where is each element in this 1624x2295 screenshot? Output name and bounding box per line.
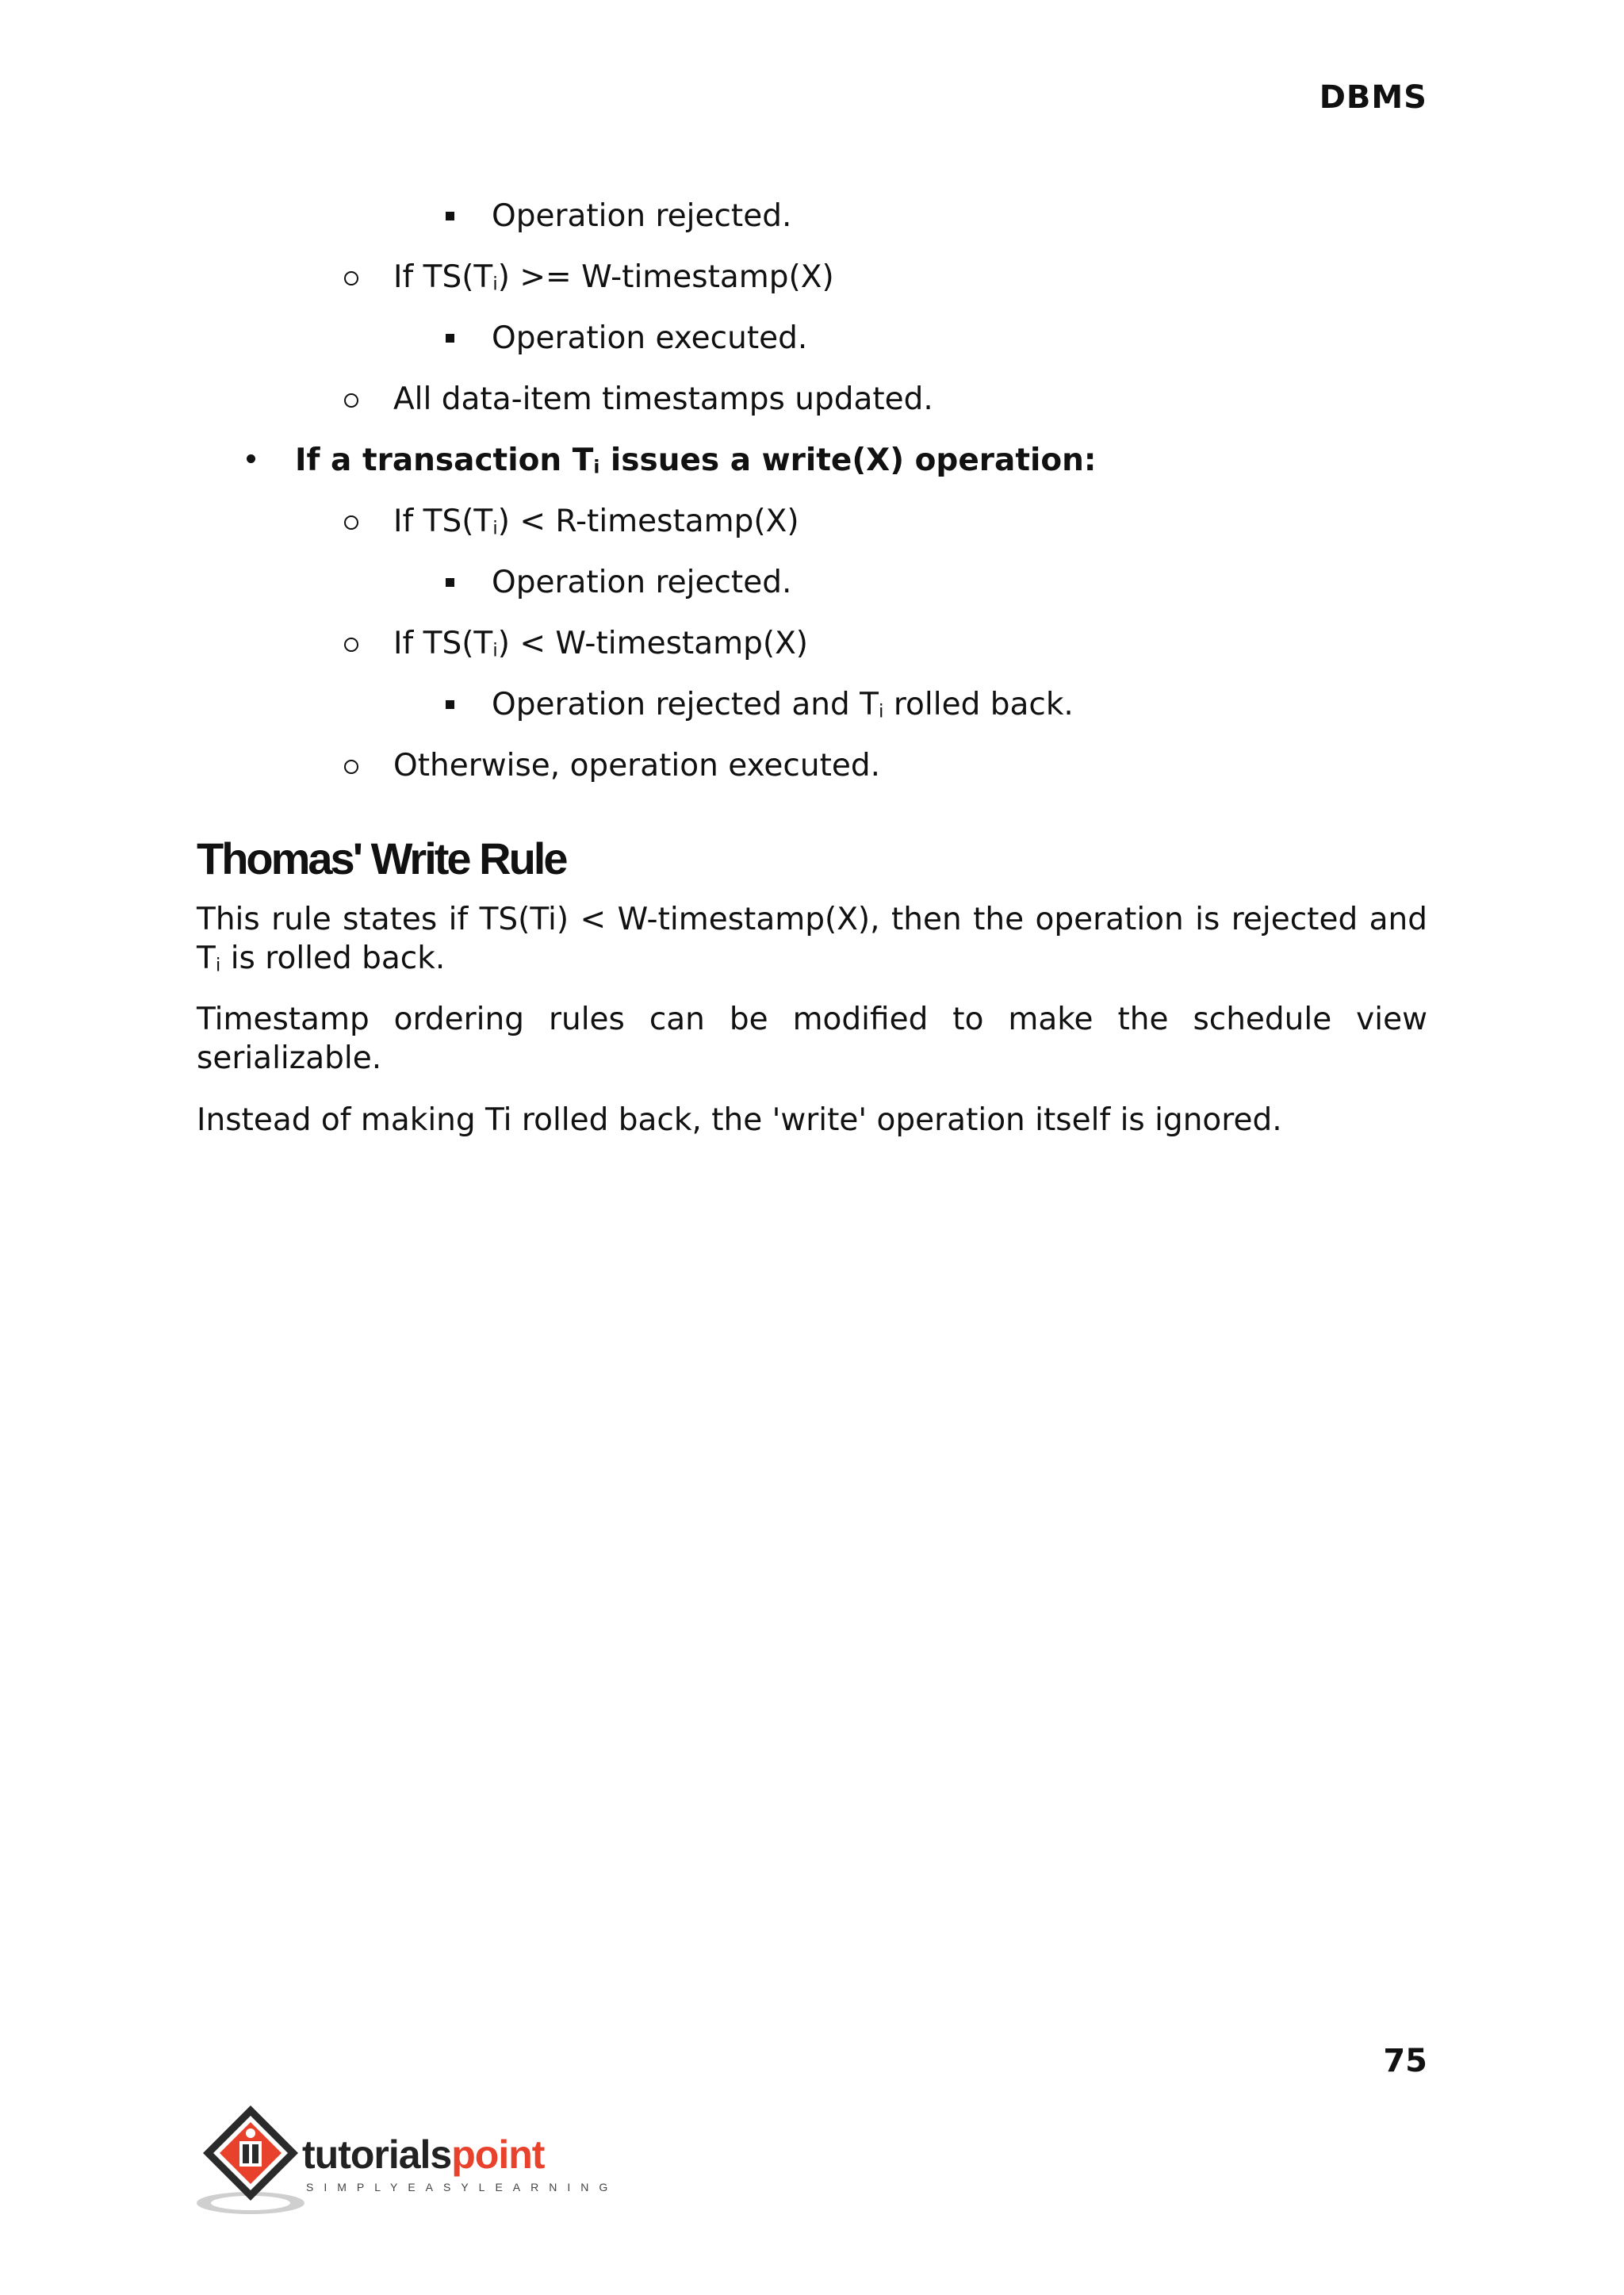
circle-bullet-icon	[344, 393, 358, 408]
page-number: 75	[1383, 2043, 1427, 2079]
logo-word-1: tutorials	[302, 2132, 452, 2177]
paragraph: Timestamp ordering rules can be modified to make the schedule view serializable.	[197, 1002, 1427, 1076]
list-item-text: If TS(T	[393, 259, 493, 295]
logo-word-2: point	[451, 2132, 545, 2177]
circle-bullet-icon	[344, 760, 358, 774]
circle-bullet-icon	[344, 271, 358, 285]
logo-wordmark	[302, 2132, 544, 2178]
subscript: i	[593, 455, 600, 478]
list-item-text: All data-item timestamps updated.	[393, 381, 933, 417]
list-item-text: rolled back.	[883, 687, 1074, 722]
list-item-text: Operation rejected.	[492, 198, 792, 234]
subscript: i	[878, 699, 884, 722]
subscript: i	[215, 953, 221, 976]
list-item	[492, 197, 791, 236]
square-bullet-icon	[446, 212, 454, 220]
list-item	[492, 685, 1074, 731]
list-item	[492, 319, 807, 358]
square-bullet-icon	[446, 700, 454, 709]
list-item-text: Otherwise, operation executed.	[393, 748, 881, 784]
square-bullet-icon	[446, 578, 454, 587]
subscript: i	[492, 272, 498, 295]
list-item-text: ) >= W-timestamp(X)	[497, 259, 834, 295]
subscript: i	[492, 516, 498, 539]
list-item	[393, 380, 933, 420]
logo-tagline: SIMPLYEASYLEARNING	[306, 2181, 619, 2193]
list-item-text: Operation executed.	[492, 320, 808, 356]
list-item-text: Operation rejected and T	[492, 687, 879, 722]
list-item-text: issues a write(X) operation:	[599, 443, 1097, 478]
list-item-text: If TS(T	[393, 504, 493, 539]
list-item	[393, 502, 799, 548]
running-header: DBMS	[1319, 79, 1427, 116]
paragraph-text: This rule states if TS(Ti) < W-timestamp(X), then the operation is rejected and T	[197, 902, 1427, 976]
round-bullet-icon	[247, 454, 255, 463]
list-item	[492, 563, 791, 603]
list-item	[295, 441, 1097, 487]
circle-bullet-icon	[344, 515, 358, 530]
list-item-text: If a transaction T	[295, 443, 594, 478]
list-item-text: Operation rejected.	[492, 565, 792, 600]
list-item	[393, 258, 834, 304]
section-heading: Thomas' Write Rule	[197, 833, 566, 883]
paragraph	[197, 900, 1427, 985]
square-bullet-icon	[446, 334, 454, 343]
logo-emblem-icon	[195, 2102, 306, 2220]
paragraph-text: is rolled back.	[220, 941, 446, 976]
circle-bullet-icon	[344, 638, 358, 652]
tutorialspoint-logo	[195, 2102, 619, 2220]
list-item	[393, 746, 880, 786]
list-item-text: ) < W-timestamp(X)	[497, 626, 809, 661]
list-item-text: ) < R-timestamp(X)	[497, 504, 799, 539]
subscript: i	[492, 638, 498, 661]
list-item-text: If TS(T	[393, 626, 493, 661]
list-item	[393, 624, 808, 670]
paragraph: Instead of making Ti rolled back, the 'write' operation itself is ignored.	[197, 1102, 1282, 1138]
